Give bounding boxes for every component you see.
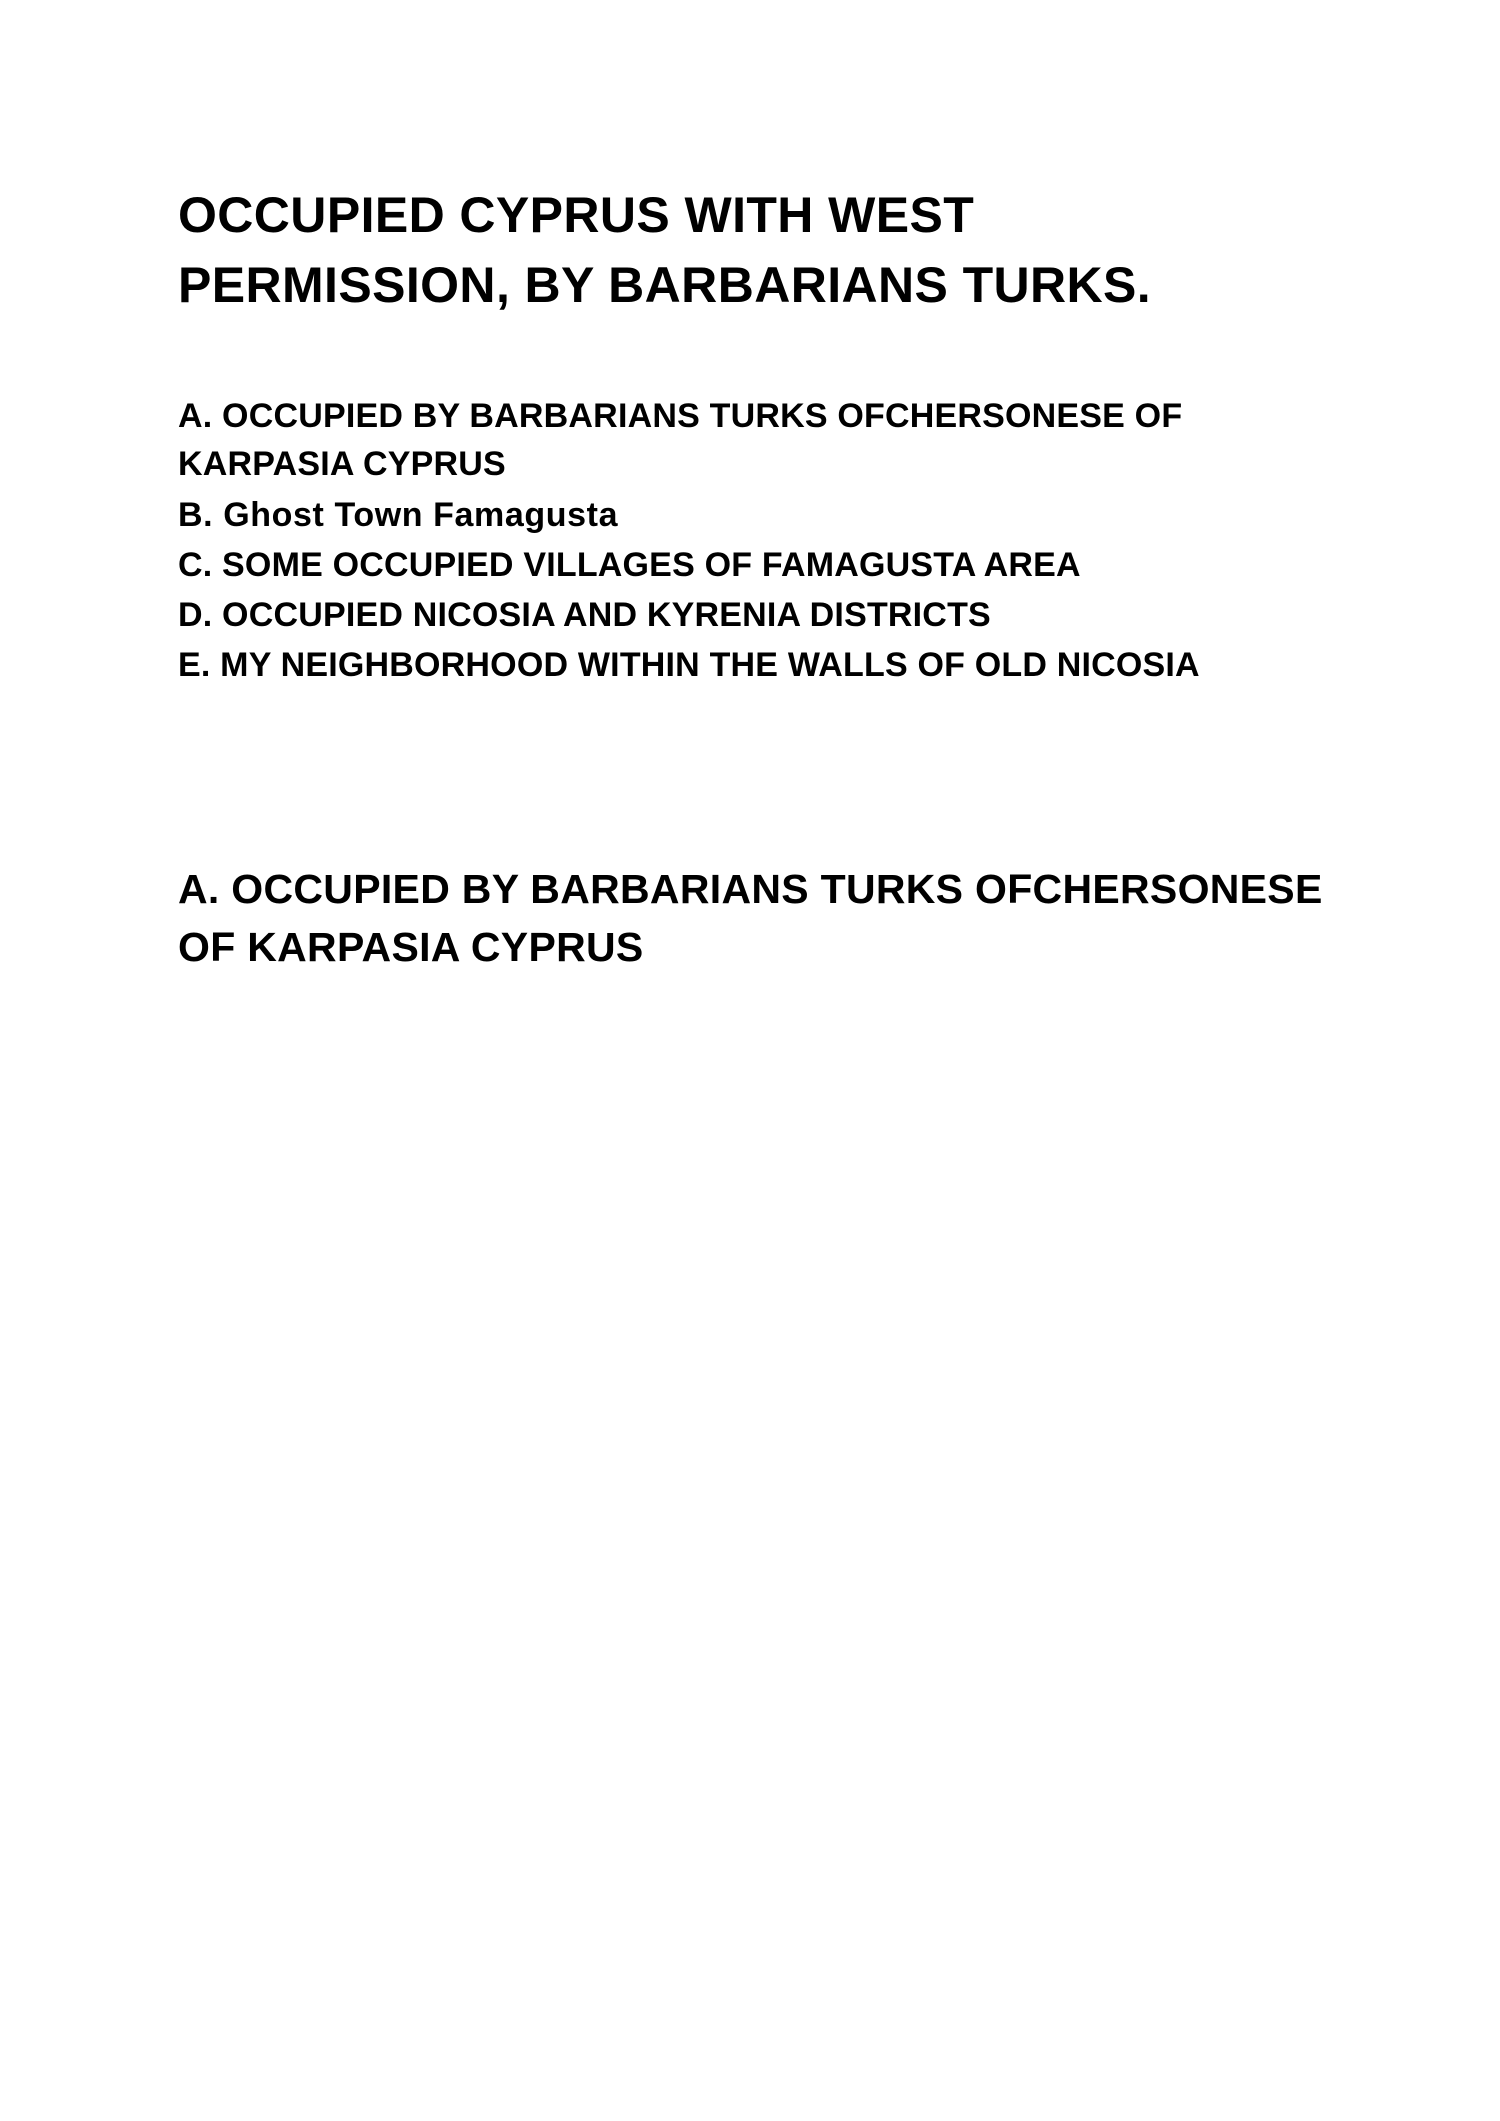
toc-item-b: B. Ghost Town Famagusta [178,495,619,534]
toc-item-a: A. OCCUPIED BY BARBARIANS TURKS OFCHERSONESE OF KARPASIA CYPRUS [178,397,1183,484]
page-title: OCCUPIED CYPRUS WITH WEST PERMISSION, BY BARBARIANS TURKS. [178,187,1152,313]
table-of-contents [178,392,1325,690]
toc-item-d: D. OCCUPIED NICOSIA AND KYRENIA DISTRICTS [178,596,991,635]
section-heading-a: A. OCCUPIED BY BARBARIANS TURKS OFCHERSONESE OF KARPASIA CYPRUS [178,865,1323,970]
toc-item-c: C. SOME OCCUPIED VILLAGES OF FAMAGUSTA AREA [178,545,1081,584]
toc-item-e: E. MY NEIGHBORHOOD WITHIN THE WALLS OF OLD NICOSIA [178,646,1200,685]
